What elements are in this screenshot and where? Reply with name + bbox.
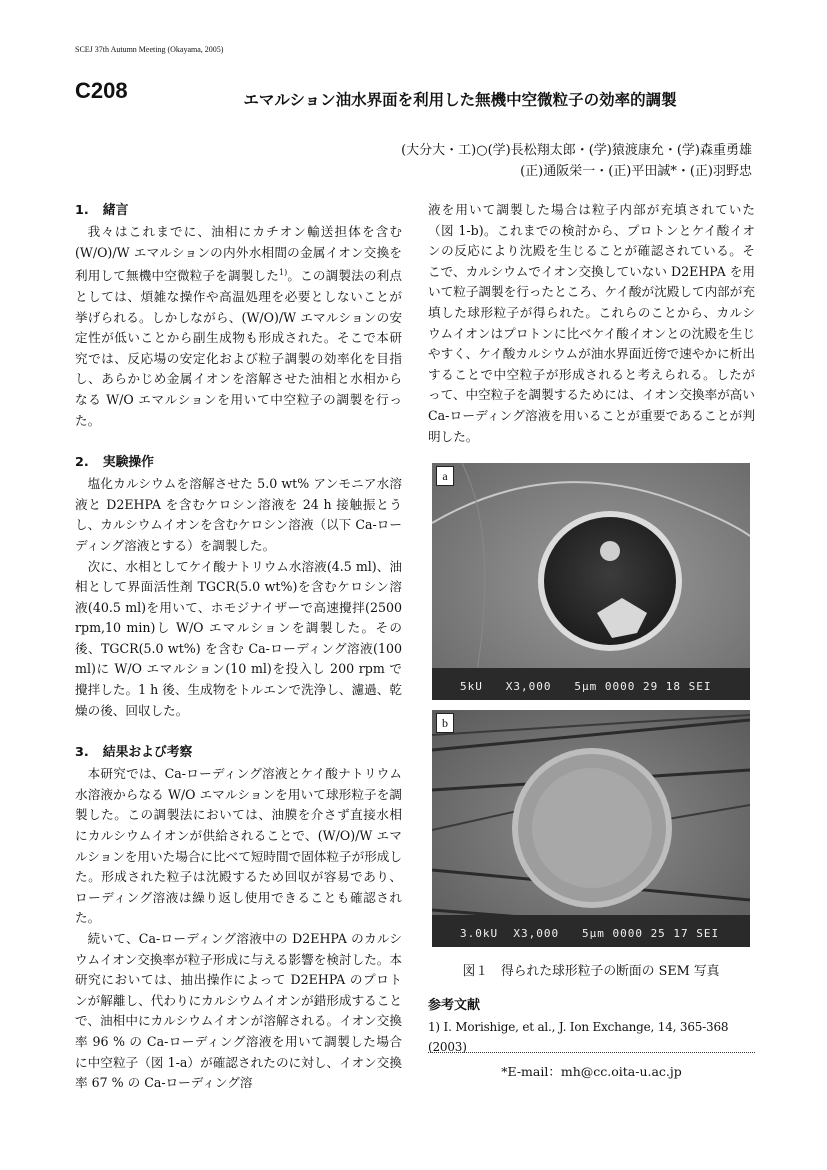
meeting-name: SCEJ 37th Autumn Meeting (Okayama, 2005) xyxy=(75,45,224,54)
sem-image-a xyxy=(432,463,750,700)
panel-b-scale-bar: 3.0kU X3,000 5μm 0000 25 17 SEI xyxy=(460,927,720,940)
left-column xyxy=(75,200,402,1094)
section-1-paragraph: 我々はこれまでに、油相にカチオン輸送担体を含む (W/O)/W エマルションの内外水相間の金属イオン交換を利用して無機中空微粒子を調製した$^{1)}$。この調製法の利点としては、煩雑な操作や高温処理を必要としないことが挙げられる。しかしながら、(W/O)/W エマルションの安定性が低いことから副生成物も形成された。そこで本研究では、反応場の安定化および粒子調製の効率化を目指し、あらかじめ金属イオンを溶解させた油相と水相からなる W/O エマルションを用いて中空粒子の調製を行った。 xyxy=(75,224,403,428)
reference-item: 1) I. Morishige, et al., J. Ion Exchange, 14, 365-368 (2003) xyxy=(428,1020,729,1054)
sem-image-b xyxy=(432,710,750,947)
paper-title: エマルション油水界面を利用した無機中空微粒子の効率的調製 xyxy=(243,91,677,109)
section-3-paragraph-2-continued: 液を用いて調製した場合は粒子内部が充填されていた（図 1-b)。これまでの検討から、プロトンとケイ酸イオンの反応により沈殿を生じることが確認されている。そこで、カルシウムでイオン交換していない D2EHPA を用いて粒子調製を行ったところ、ケイ酸が沈殿して内部が充填した球形粒子が得られた。これらのことから、カルシウムイオンはプロトンに比べケイ酸イオンとの沈殿を生じやすく、ケイ酸カルシウムが油水界面近傍で速やかに析出することで中空粒子が形成されると考えられる。したがって、中空粒子を調製するためには、イオン交換率が高い Ca-ローディング溶液を用いることが重要であることが判明した。 xyxy=(428,202,755,444)
hollow-particle-micrograph xyxy=(432,463,750,700)
panel-a-label: a xyxy=(436,466,454,486)
section-1-heading: 1. 緒言 xyxy=(75,203,129,218)
contact-email: *E-mail：mh@cc.oita-u.ac.jp xyxy=(501,1064,682,1079)
author-line-2: (正)通阪栄一・(正)平田誠*・(正)羽野忠 xyxy=(520,164,752,179)
section-2-heading: 2. 実験操作 xyxy=(75,455,154,471)
references xyxy=(428,995,755,1057)
figure-caption: 図１ 得られた球形粒子の断面の SEM 写真 xyxy=(462,964,720,979)
filled-particle-micrograph xyxy=(432,710,750,947)
section-3-heading: 3. 結果および考察 xyxy=(75,745,193,761)
section-2-paragraph-2: 次に、水相としてケイ酸ナトリウム水溶液(4.5 ml)、油相として界面活性剤 TGCR(5.0 wt%)を含むケロシン溶液(40.5 ml)を用いて、ホモジナイザーで高速攪拌(2500 rpm,10 min)し W/O エマルションを調製した。その後、TGCR(5.0 wt%) を含む Ca-ローディング溶液(100 ml)に W/O エマルション(10 ml)を投入し 200 rpm で攪拌した。1 h 後、生成物をトルエンで洗浄し、濾過、乾燥の後、回収した。 xyxy=(75,558,402,718)
presentation-code: C208 xyxy=(75,78,128,103)
section-3-paragraph-1: 本研究では、Ca-ローディング溶液とケイ酸ナトリウム水溶液からなる W/O エマルションを用いて球形粒子を調製した。この調製法においては、油膜を介さず直接水相にカルシウムイオンが供給されることで、(W/O)/W エマルションを用いた場合に比べて短時間で固体粒子が形成した。形成された粒子は沈殿するため回収が容易であり、ローディング溶液は繰り返し使用できることも確認された。 xyxy=(75,766,402,926)
footnote-divider xyxy=(428,1052,755,1053)
author-line-1: (大分大・工)○(学)長松翔太郎・(学)猿渡康允・(学)森重勇雄 xyxy=(401,143,752,158)
author-block xyxy=(252,140,752,182)
panel-a-scale-bar: 5kU X3,000 5μm 0000 29 18 SEI xyxy=(460,680,712,693)
right-column xyxy=(428,200,755,447)
panel-b-label: b xyxy=(436,713,454,733)
citation-marker: 1) xyxy=(279,268,288,278)
section-3-paragraph-2: 続いて、Ca-ローディング溶液中の D2EHPA のカルシウムイオン交換率が粒子形成に与える影響を検討した。本研究においては、抽出操作によって D2EHPA のプロトンが解離し、代わりにカルシウムイオンが錯形成することで、油相中にカルシウムイオンが溶解される。イオン交換率 96 % の Ca-ローディング溶液を用いて調製した場合に中空粒子（図 1-a）が確認されたのに対し、イオン交換率 67 % の Ca-ローディング溶 xyxy=(75,931,402,1091)
references-heading: 参考文献 xyxy=(428,998,481,1013)
section-2-paragraph-1: 塩化カルシウムを溶解させた 5.0 wt% アンモニア水溶液と D2EHPA を含むケロシン溶液を 24 h 接触振とうし、カルシウムイオンを含むケロシン溶液（以下 Ca-ローディング溶液とする）を調製した。 xyxy=(75,476,402,553)
